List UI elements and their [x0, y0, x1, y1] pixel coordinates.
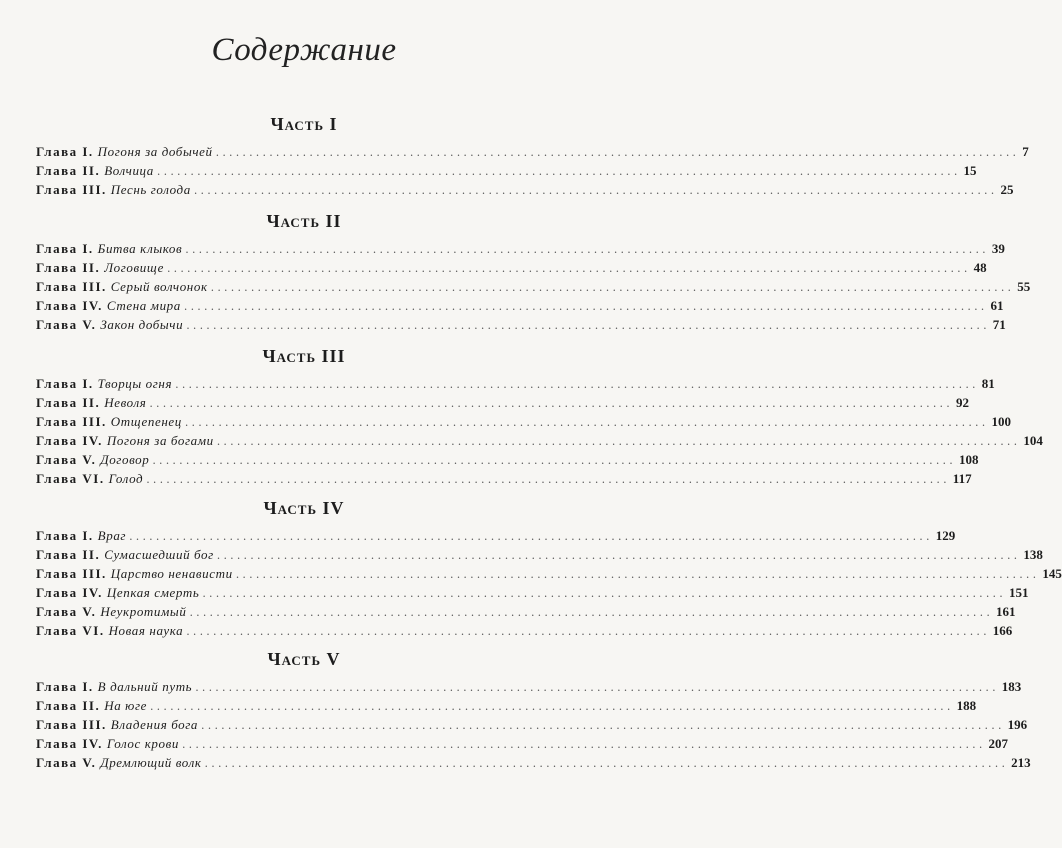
chapter-number: Глава VI.	[36, 471, 105, 486]
entry-label	[36, 393, 149, 412]
chapter-number: Глава VI.	[36, 623, 105, 638]
chapter-number: Глава II.	[36, 163, 101, 178]
dot-leader: ........................................................................................................................	[185, 243, 989, 256]
entry-label	[36, 734, 182, 753]
toc-entry	[36, 161, 977, 180]
dot-leader: ........................................................................................................................	[156, 165, 961, 178]
entry-label	[36, 374, 175, 393]
page-number: 145	[1042, 566, 1062, 581]
dot-leader: ........................................................................................................................	[210, 281, 1015, 294]
dot-leader: ........................................................................................................................	[235, 568, 1040, 581]
toc-entry	[36, 602, 1016, 621]
page-number: 81	[981, 376, 995, 391]
entry-label	[36, 715, 201, 734]
part-heading: Часть IV	[263, 498, 345, 518]
page-number: 188	[956, 698, 977, 713]
chapter-number: Глава IV.	[36, 736, 103, 751]
entry-label	[36, 161, 157, 180]
chapter-title: Закон добычи	[100, 317, 184, 332]
dot-leader: ........................................................................................................................	[215, 146, 1020, 159]
page-number: 166	[992, 623, 1013, 638]
entry-list	[0, 239, 1031, 334]
toc-entry	[36, 393, 969, 412]
dot-leader: ........................................................................................................................	[181, 738, 986, 751]
page-number: 100	[991, 414, 1011, 429]
dot-leader: ........................................................................................................................	[146, 473, 950, 486]
page-number: 71	[992, 317, 1006, 332]
entry-label	[36, 315, 186, 334]
toc-entry	[36, 469, 972, 488]
chapter-title: Неволя	[104, 395, 147, 410]
page-number: 213	[1011, 755, 1031, 770]
toc-entry	[36, 277, 1031, 296]
chapter-number: Глава I.	[36, 144, 94, 159]
entry-label	[36, 180, 194, 199]
page-number: 151	[1008, 585, 1029, 600]
toc-entry	[36, 296, 1004, 315]
page-number: 7	[1022, 144, 1029, 159]
toc-entry	[36, 734, 1009, 753]
chapter-title: Цепкая смерть	[106, 585, 200, 600]
page-number: 129	[935, 528, 956, 543]
dot-leader: ........................................................................................................................	[216, 549, 1021, 562]
part-section	[0, 645, 1031, 772]
page-number: 207	[988, 736, 1009, 751]
entry-label	[36, 450, 152, 469]
dot-leader: ........................................................................................................................	[204, 757, 1009, 770]
dot-leader: ........................................................................................................................	[149, 700, 954, 713]
page-number: 138	[1023, 547, 1043, 562]
toc-entry	[36, 545, 1043, 564]
dot-leader: ........................................................................................................................	[166, 262, 971, 275]
part-heading: Часть III	[262, 346, 346, 366]
chapter-title: Песнь голода	[110, 182, 191, 197]
entry-label	[36, 564, 236, 583]
chapter-number: Глава III.	[36, 414, 107, 429]
chapter-number: Глава II.	[36, 260, 101, 275]
entry-label	[36, 469, 146, 488]
chapter-title: Погоня за богами	[106, 433, 214, 448]
dot-leader: ........................................................................................................................	[193, 184, 998, 197]
toc-title: Содержание	[211, 32, 397, 68]
chapter-title: Волчица	[104, 163, 154, 178]
chapter-number: Глава III.	[36, 182, 107, 197]
dot-leader: ........................................................................................................................	[152, 454, 956, 467]
entry-list	[0, 142, 1029, 199]
chapter-title: Голос крови	[106, 736, 179, 751]
entry-label	[36, 621, 186, 640]
chapter-number: Глава I.	[36, 679, 94, 694]
dot-leader: ........................................................................................................................	[216, 435, 1021, 448]
chapter-title: Неукротимый	[100, 604, 187, 619]
dot-leader: ........................................................................................................................	[189, 606, 994, 619]
chapter-title: Новая наука	[108, 623, 184, 638]
toc-entry	[36, 412, 1011, 431]
chapter-title: Царство ненависти	[110, 566, 233, 581]
entry-label	[36, 526, 129, 545]
chapter-title: На юге	[104, 698, 147, 713]
entry-label	[36, 583, 202, 602]
entry-label	[36, 753, 205, 772]
chapter-number: Глава I.	[36, 376, 94, 391]
chapter-title: Отщепенец	[110, 414, 182, 429]
entry-label	[36, 431, 217, 450]
chapter-number: Глава V.	[36, 317, 97, 332]
toc-entry	[36, 315, 1006, 334]
chapter-title: Враг	[97, 528, 127, 543]
part-section	[0, 110, 1029, 199]
chapter-title: Серый волчонок	[110, 279, 208, 294]
chapter-title: Договор	[100, 452, 150, 467]
chapter-number: Глава I.	[36, 528, 94, 543]
entry-label	[36, 142, 216, 161]
part-section	[0, 494, 1062, 640]
chapter-title: Голод	[108, 471, 144, 486]
chapter-title: Битва клыков	[97, 241, 183, 256]
chapter-title: Дремлющий волк	[100, 755, 202, 770]
page-number: 25	[1000, 182, 1014, 197]
part-heading: Часть II	[266, 211, 342, 231]
chapter-number: Глава III.	[36, 566, 107, 581]
page-number: 48	[973, 260, 987, 275]
entry-label	[36, 696, 150, 715]
dot-leader: ........................................................................................................................	[175, 378, 979, 391]
page-number: 55	[1017, 279, 1031, 294]
chapter-number: Глава IV.	[36, 298, 103, 313]
entry-label	[36, 258, 167, 277]
page-number: 117	[952, 471, 972, 486]
dot-leader: ........................................................................................................................	[149, 397, 953, 410]
toc-entry	[36, 526, 956, 545]
page-number: 196	[1007, 717, 1028, 732]
page-number: 61	[990, 298, 1004, 313]
entry-label	[36, 545, 217, 564]
entry-label	[36, 296, 184, 315]
toc-entry	[36, 239, 1005, 258]
toc-entry	[36, 180, 1014, 199]
dot-leader: ........................................................................................................................	[201, 719, 1005, 732]
dot-leader: ........................................................................................................................	[186, 625, 990, 638]
chapter-number: Глава I.	[36, 241, 94, 256]
chapter-number: Глава V.	[36, 604, 97, 619]
chapter-number: Глава V.	[36, 755, 97, 770]
toc-entry	[36, 677, 1022, 696]
toc-entry	[36, 564, 1062, 583]
dot-leader: ........................................................................................................................	[195, 681, 999, 694]
chapter-number: Глава II.	[36, 698, 101, 713]
entry-label	[36, 677, 195, 696]
chapter-number: Глава III.	[36, 279, 107, 294]
toc-entry	[36, 753, 1031, 772]
page-number: 39	[991, 241, 1005, 256]
toc-entry	[36, 431, 1043, 450]
dot-leader: ........................................................................................................................	[202, 587, 1006, 600]
chapter-number: Глава III.	[36, 717, 107, 732]
chapter-title: В дальний путь	[97, 679, 193, 694]
entry-label	[36, 239, 185, 258]
page-number: 183	[1001, 679, 1022, 694]
chapter-title: Погоня за добычей	[97, 144, 213, 159]
dot-leader: ........................................................................................................................	[186, 319, 990, 332]
toc-entry	[36, 258, 987, 277]
toc-entry	[36, 374, 995, 393]
part-section	[0, 342, 1043, 488]
entry-list	[0, 374, 1043, 488]
toc-entry	[36, 583, 1029, 602]
chapter-number: Глава V.	[36, 452, 97, 467]
toc-entry	[36, 696, 977, 715]
chapter-title: Владения бога	[110, 717, 199, 732]
chapter-number: Глава II.	[36, 395, 101, 410]
chapter-title: Творцы огня	[97, 376, 173, 391]
chapter-title: Логовище	[104, 260, 164, 275]
chapter-number: Глава IV.	[36, 585, 103, 600]
toc-entry	[36, 142, 1029, 161]
chapter-number: Глава II.	[36, 547, 101, 562]
part-heading: Часть I	[270, 114, 338, 134]
entry-list	[0, 526, 1062, 640]
dot-leader: ........................................................................................................................	[183, 300, 988, 313]
page-number: 161	[996, 604, 1016, 619]
dot-leader: ........................................................................................................................	[129, 530, 933, 543]
toc-entry	[36, 450, 979, 469]
toc-entry	[36, 621, 1013, 640]
part-section	[0, 207, 1031, 334]
page-number: 104	[1023, 433, 1043, 448]
page-number: 92	[955, 395, 969, 410]
entry-label	[36, 602, 189, 621]
toc-entry	[36, 715, 1028, 734]
page-number: 108	[958, 452, 979, 467]
entry-label	[36, 412, 185, 431]
chapter-title: Стена мира	[106, 298, 181, 313]
dot-leader: ........................................................................................................................	[184, 416, 989, 429]
page-number: 15	[963, 163, 977, 178]
part-heading: Часть V	[267, 649, 341, 669]
entry-list	[0, 677, 1031, 772]
chapter-number: Глава IV.	[36, 433, 103, 448]
entry-label	[36, 277, 211, 296]
chapter-title: Сумасшедший бог	[104, 547, 214, 562]
